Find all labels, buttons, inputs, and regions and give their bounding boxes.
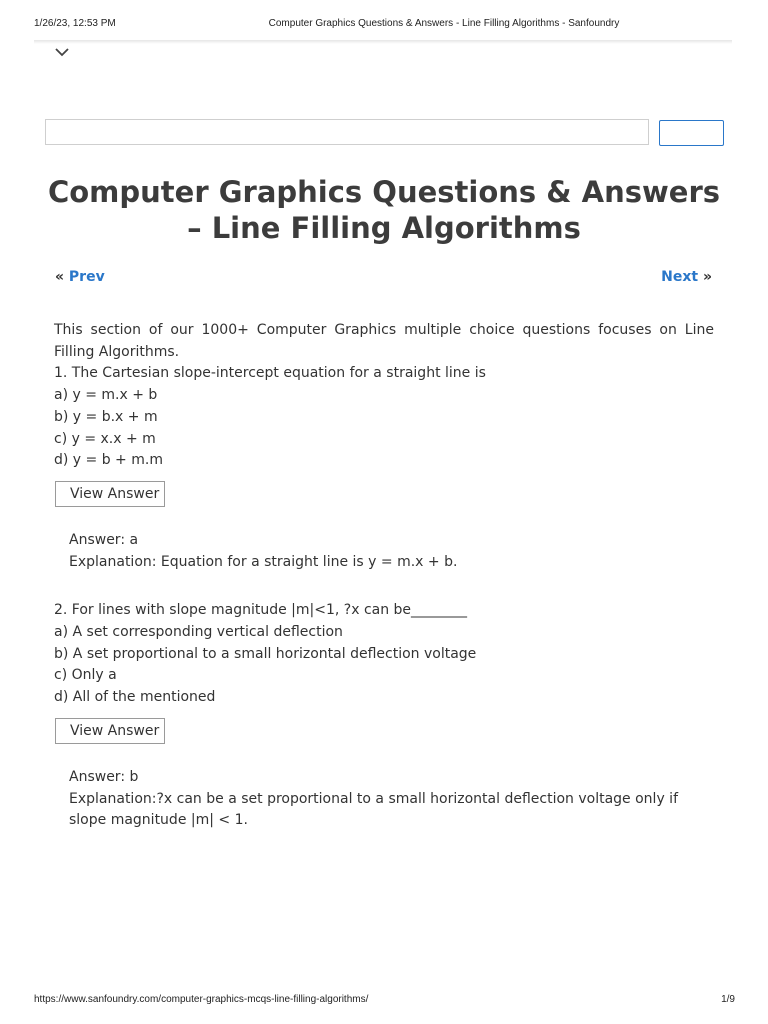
chevron-down-icon[interactable] (54, 46, 70, 58)
next-link[interactable] (661, 269, 712, 285)
search-button[interactable] (659, 120, 724, 146)
option-a: a) y = m.x + b (54, 387, 158, 404)
option-b: b) y = b.x + m (54, 408, 158, 425)
top-bar (34, 40, 732, 44)
answer-box (69, 767, 714, 832)
explanation-text: Explanation: Equation for a straight line is y = m.x + b. (69, 553, 458, 570)
option-c: c) y = x.x + m (54, 430, 156, 447)
option-d: d) y = b + m.m (54, 452, 163, 469)
option-b: b) A set proportional to a small horizontal deflection voltage (54, 645, 477, 662)
option-a: a) A set corresponding vertical deflection (54, 624, 343, 641)
view-answer-button[interactable]: View Answer (55, 718, 165, 744)
prev-guillemet: « (55, 269, 69, 285)
print-date: 1/26/23, 12:53 PM (34, 18, 116, 29)
question-text: 2. For lines with slope magnitude |m|<1, ?x can be________ (54, 602, 468, 619)
page-url: https://www.sanfoundry.com/computer-graphics-mcqs-line-filling-algorithms/ (34, 994, 369, 1005)
answer-text: Answer: a (69, 531, 139, 548)
question-block (54, 363, 714, 573)
explanation-text: Explanation:?x can be a set proportional to a small horizontal deflection voltage only if slope magnitude |m| < 1. (69, 790, 678, 829)
article-content (54, 320, 714, 832)
page-number: 1/9 (721, 994, 735, 1005)
prev-link-label[interactable]: Prev (68, 269, 105, 285)
prev-link[interactable] (55, 269, 105, 285)
search-input[interactable] (45, 119, 649, 145)
question-text: 1. The Cartesian slope-intercept equation for a straight line is (54, 365, 486, 382)
print-title: Computer Graphics Questions & Answers - Line Filling Algorithms - Sanfoundry (268, 18, 620, 29)
option-c: c) Only a (54, 667, 117, 684)
view-answer-button[interactable]: View Answer (55, 481, 165, 507)
page-title: Computer Graphics Questions & Answers – Line Filling Algorithms (47, 175, 721, 245)
print-header (0, 18, 768, 32)
question-block (54, 600, 714, 832)
answer-box (69, 530, 714, 573)
option-d: d) All of the mentioned (54, 689, 216, 706)
next-guillemet: » (698, 269, 712, 285)
next-link-label[interactable]: Next (661, 269, 699, 285)
answer-text: Answer: b (69, 768, 139, 785)
intro-text: This section of our 1000+ Computer Graphics multiple choice questions focuses on Line Filling Algorithms. (54, 322, 714, 360)
